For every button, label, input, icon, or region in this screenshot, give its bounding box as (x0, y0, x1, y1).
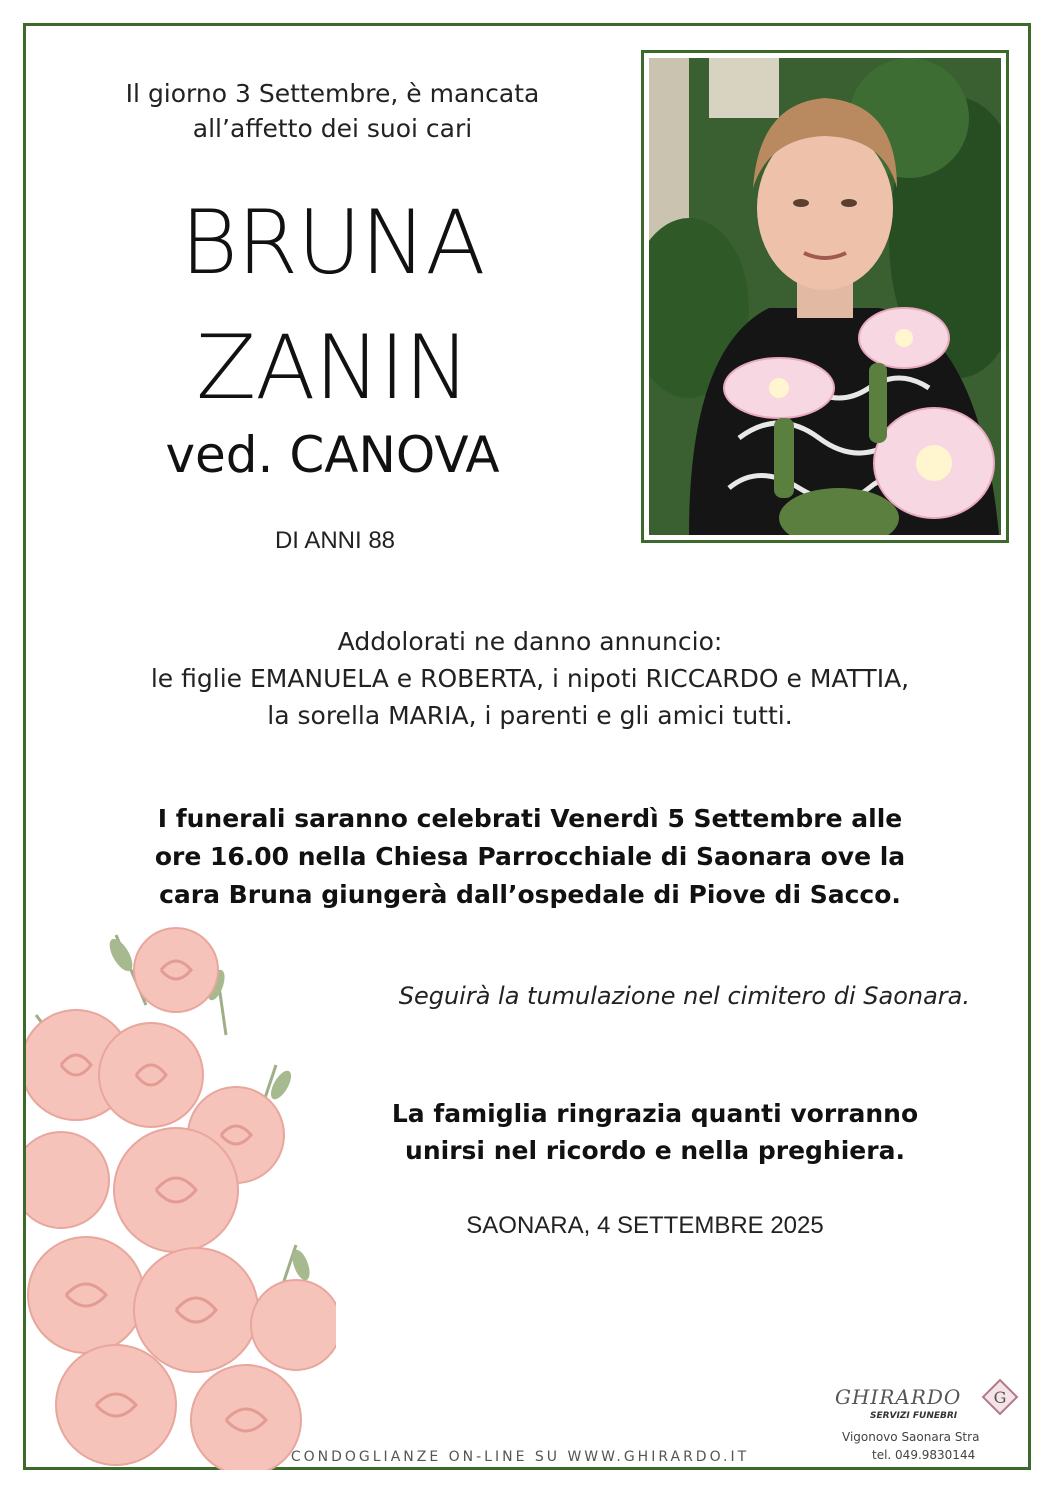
funeral-line-1: I funerali saranno celebrati Venerdì 5 Settembre alle (157, 804, 903, 833)
burial-text: Seguirà la tumulazione nel cimitero di Saonara. (398, 982, 970, 1010)
mourners-line-1: Addolorati ne danno annuncio: (337, 627, 723, 656)
intro-line-1: Il giorno 3 Settembre, è mancata (125, 79, 540, 108)
logo-diamond-letter: G (993, 1388, 1007, 1407)
funeral-line-2: ore 16.00 nella Chiesa Parrocchiale di Saonara ove la (154, 842, 906, 871)
funeral-text (100, 800, 960, 914)
thanks-line-1: La famiglia ringrazia quanti vorranno (391, 1099, 919, 1128)
age-label: DI ANNI 88 (274, 527, 396, 554)
roses-decoration (26, 925, 336, 1470)
logo-phone: tel. 049.9830144 (872, 1448, 976, 1462)
logo-subtitle: SERVIZI FUNEBRI (870, 1411, 958, 1421)
place-date: SAONARA, 4 SETTEMBRE 2025 (466, 1212, 824, 1239)
roses-illustration (26, 925, 336, 1470)
portrait-photo (649, 58, 1001, 535)
last-name: ZANIN (195, 316, 470, 419)
mourners-line-3: la sorella MARIA, i parenti e gli amici tutti. (267, 701, 793, 730)
mourners-line-2: le figlie EMANUELA e ROBERTA, i nipoti RICCARDO e MATTIA, (150, 664, 910, 693)
logo-diamond-shape (980, 1377, 1020, 1417)
thanks-text (300, 1095, 1010, 1169)
logo-locations: Vigonovo Saonara Stra (842, 1430, 980, 1444)
portrait-frame (641, 50, 1009, 543)
intro-line-2: all’affetto dei suoi cari (192, 114, 473, 143)
logo-brand-name: GHIRARDO (835, 1385, 962, 1409)
first-name: BRUNA (180, 191, 485, 294)
funeral-home-logo (830, 1375, 1025, 1465)
funeral-line-3: cara Bruna giungerà dall’ospedale di Piove di Sacco. (159, 880, 901, 909)
married-name: ved. CANOVA (165, 426, 500, 484)
intro-text (60, 76, 605, 146)
condolences-link[interactable]: CONDOGLIANZE ON-LINE SU WWW.GHIRARDO.IT (290, 1449, 750, 1465)
logo-diamond-icon (980, 1377, 1020, 1417)
portrait-illustration (649, 58, 1001, 535)
thanks-line-2: unirsi nel ricordo e nella preghiera. (405, 1136, 905, 1165)
mourners-text (100, 623, 960, 734)
